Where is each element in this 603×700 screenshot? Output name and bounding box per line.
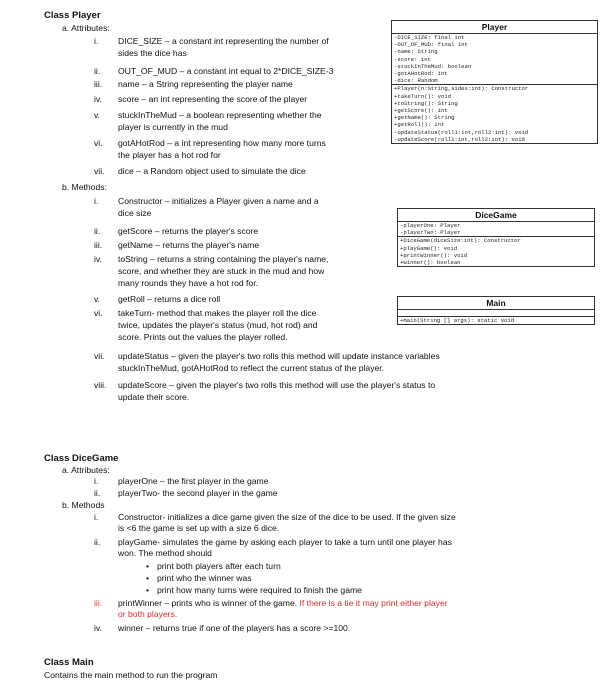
player-method-num: i. bbox=[94, 196, 99, 206]
uml-dicegame-box bbox=[397, 208, 595, 267]
player-method-line: takeTurn- method that makes the player roll the dice bbox=[118, 308, 317, 318]
dicegame-attribute-line: playerTwo- the second player in the game bbox=[118, 488, 278, 498]
dicegame-method-3-text: printWinner – prints who is winner of the game. bbox=[118, 598, 298, 608]
dicegame-method-1-line-2: is <6 the game is set up with a size 6 dice. bbox=[118, 523, 280, 533]
player-attribute-line: dice – a Random object used to simulate the dice bbox=[118, 166, 306, 176]
uml-player-method: -updateStatus(roll1:int,roll2:int): void bbox=[394, 128, 529, 136]
player-method-line: updateScore – given the player's two rolls this method will use the player's status to bbox=[118, 380, 436, 390]
uml-dicegame-field: -playerOne: Player bbox=[400, 222, 461, 229]
player-methods-label: b. Methods: bbox=[62, 182, 107, 192]
player-method-num: v. bbox=[94, 294, 101, 304]
uml-dicegame-method: +printWinner(): void bbox=[400, 251, 468, 259]
uml-player-method: +getRoll(): int bbox=[394, 121, 445, 129]
dicegame-method-3-note: If there is a tie it may print either player bbox=[299, 598, 448, 608]
player-method-num: vii. bbox=[94, 351, 105, 361]
player-method-num: iv. bbox=[94, 254, 102, 264]
player-attribute-line: sides the dice has bbox=[118, 48, 187, 58]
bullet-dot-icon: • bbox=[146, 585, 150, 595]
player-method-line: toString – returns a string containing the player's name, bbox=[118, 254, 329, 264]
uml-dicegame-fields bbox=[398, 222, 594, 237]
dicegame-method-4-num: iv. bbox=[94, 623, 102, 633]
uml-dicegame-method: +winner(): boolean bbox=[400, 259, 461, 267]
bullet-dot-icon: • bbox=[146, 561, 150, 571]
player-attribute-num: ii. bbox=[94, 66, 101, 76]
player-method-num: iii. bbox=[94, 240, 103, 250]
uml-player-field: -score: int bbox=[394, 55, 431, 63]
player-heading: Class Player bbox=[44, 10, 101, 21]
player-method-line: score, and whether they are stuck in the mud and how bbox=[118, 266, 325, 276]
uml-player-method: +getName(): String bbox=[394, 114, 455, 122]
player-method-line: getScore – returns the player's score bbox=[118, 226, 259, 236]
dicegame-heading: Class DiceGame bbox=[44, 453, 119, 464]
player-attribute-num: iii. bbox=[94, 79, 103, 89]
dicegame-method-1-line-1: Constructor- initializes a dice game given the size of the dice to be used. If the given size bbox=[118, 512, 456, 522]
uml-dicegame-field: -playerTwo: Player bbox=[400, 229, 461, 237]
player-attribute-num: vi. bbox=[94, 138, 103, 148]
player-method-line: getRoll – returns a dice roll bbox=[118, 294, 221, 304]
player-attribute-line: gotAHotRod – a int representing how many more turns bbox=[118, 138, 326, 148]
player-attribute-line: the player has a hot rod for bbox=[118, 150, 221, 160]
player-attribute-line: stuckInTheMud – a boolean representing whether the bbox=[118, 110, 322, 120]
player-attribute-num: i. bbox=[94, 36, 99, 46]
uml-dicegame-methods bbox=[398, 237, 594, 266]
player-attribute-line: player is currently in the mud bbox=[118, 122, 228, 132]
uml-player-field: -OUT_OF_MUD: final int bbox=[394, 41, 468, 49]
player-method-line: updateStatus – given the player's two rolls this method will update instance variables bbox=[118, 351, 440, 361]
dicegame-attribute-num: i. bbox=[94, 476, 99, 486]
dicegame-bullet-3: print how many turns were required to finish the game bbox=[157, 585, 362, 595]
uml-player-method: +toString(): String bbox=[394, 99, 458, 107]
dicegame-attributes-label: a. Attributes: bbox=[62, 465, 110, 475]
uml-player-field: -name: String bbox=[394, 48, 438, 56]
uml-player-method: -updateScore(roll1:int,roll2:int): void bbox=[394, 135, 525, 143]
player-method-num: viii. bbox=[94, 380, 107, 390]
dicegame-bullet-1: print both players after each turn bbox=[157, 561, 281, 571]
player-attribute-line: OUT_OF_MUD – a constant int equal to 2*DICE_SIZE-3 bbox=[118, 66, 334, 76]
dicegame-method-1-num: i. bbox=[94, 512, 99, 522]
uml-player-box bbox=[391, 20, 598, 144]
uml-main-methods bbox=[398, 317, 594, 324]
main-description: Contains the main method to run the program bbox=[44, 670, 218, 680]
dicegame-attribute-num: ii. bbox=[94, 488, 101, 498]
uml-main-title: Main bbox=[398, 297, 594, 310]
uml-player-field: -dice: Random bbox=[394, 77, 438, 85]
dicegame-method-3-num: iii. bbox=[94, 598, 103, 608]
player-attribute-line: name – a String representing the player name bbox=[118, 79, 293, 89]
player-attribute-num: vii. bbox=[94, 166, 105, 176]
uml-player-field: -gotAHotRod: int bbox=[394, 70, 448, 78]
player-attribute-num: iv. bbox=[94, 94, 102, 104]
player-method-line: stuckInTheMud, gotAHotRod to reflect the current status of the player. bbox=[118, 363, 385, 373]
uml-player-methods bbox=[392, 85, 597, 143]
player-attributes-label: a. Attributes: bbox=[62, 23, 110, 33]
uml-dicegame-method: +DiceGame(diceSize:int): Constructor bbox=[400, 237, 521, 245]
player-method-line: Constructor – initializes a Player given a name and a bbox=[118, 196, 319, 206]
uml-player-method: +getScore(): int bbox=[394, 107, 448, 115]
dicegame-method-4-text: winner – returns true if one of the players has a score >=100. bbox=[118, 623, 351, 633]
uml-player-method: +Player(n:String,sides:int): Constructor bbox=[394, 85, 529, 93]
player-method-num: ii. bbox=[94, 226, 101, 236]
player-method-line: getName – returns the player's name bbox=[118, 240, 260, 250]
bullet-dot-icon: • bbox=[146, 573, 150, 583]
uml-main-method: +main(String [] args): static void bbox=[400, 317, 515, 324]
dicegame-method-3-note-2: or both players. bbox=[118, 609, 178, 619]
uml-player-field: -stuckInTheMud: boolean bbox=[394, 62, 472, 70]
dicegame-bullet-2: print who the winner was bbox=[157, 573, 252, 583]
uml-player-method: +takeTurn(): void bbox=[394, 92, 452, 100]
dicegame-attribute-line: playerOne – the first player in the game bbox=[118, 476, 269, 486]
player-method-line: dice size bbox=[118, 208, 152, 218]
uml-dicegame-method: +playGame(): void bbox=[400, 244, 458, 252]
player-attribute-line: DICE_SIZE – a constant int representing the number of bbox=[118, 36, 329, 46]
dicegame-method-2-num: ii. bbox=[94, 537, 101, 547]
dicegame-method-2-line-2: won. The method should bbox=[118, 548, 212, 558]
player-method-line: many rounds they have a hot rod for. bbox=[118, 278, 258, 288]
uml-main-box bbox=[397, 296, 595, 325]
uml-player-field: -DICE_SIZE: final int bbox=[394, 34, 465, 41]
dicegame-method-2-line-1: playGame- simulates the game by asking each player to take a turn until one player has bbox=[118, 537, 452, 547]
dicegame-methods-label: b. Methods bbox=[62, 500, 105, 510]
player-attribute-line: score – an int representing the score of the player bbox=[118, 94, 308, 104]
uml-dicegame-title: DiceGame bbox=[398, 209, 594, 222]
player-attribute-num: v. bbox=[94, 110, 101, 120]
player-method-line: score. Prints out the values the player rolled. bbox=[118, 332, 288, 342]
player-method-num: vi. bbox=[94, 308, 103, 318]
uml-player-fields bbox=[392, 34, 597, 85]
main-heading: Class Main bbox=[44, 657, 94, 668]
uml-main-fields bbox=[398, 310, 594, 317]
player-method-line: update their score. bbox=[118, 392, 190, 402]
uml-player-title: Player bbox=[392, 21, 597, 34]
dicegame-method-3-line-1 bbox=[118, 598, 448, 609]
player-method-line: twice, updates the player's status (mud, hot rod) and bbox=[118, 320, 318, 330]
